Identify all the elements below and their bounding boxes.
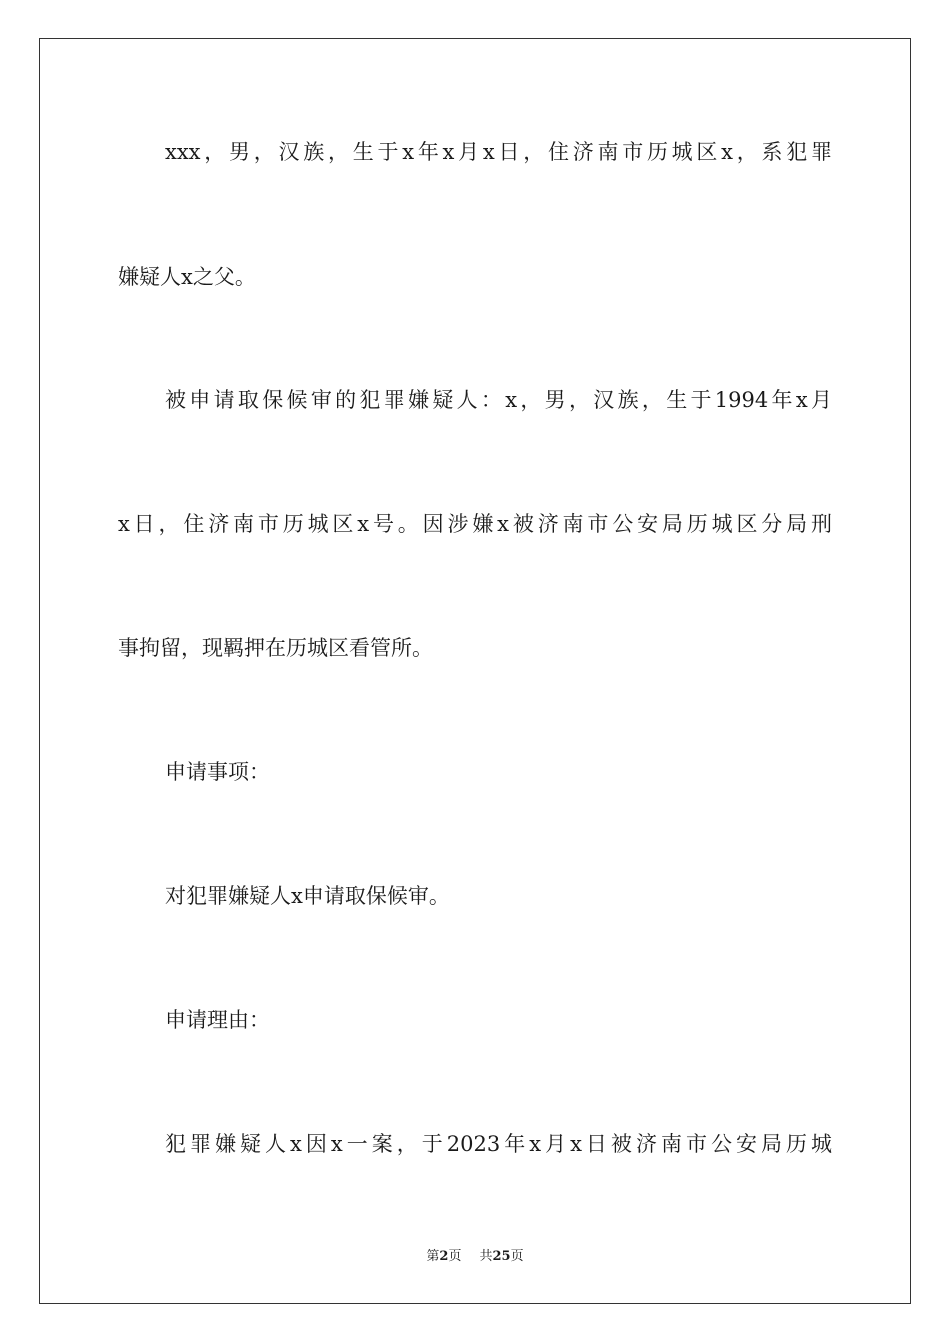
paragraph-line-5: 事拘留，现羁押在历城区看管所。: [118, 636, 433, 660]
page-suffix: 页: [448, 1249, 462, 1264]
total-prefix: 共: [479, 1249, 493, 1264]
paragraph-line-request: 对犯罪嫌疑人x申请取保候审。: [165, 884, 450, 908]
section-heading-request: 申请事项：: [165, 760, 270, 784]
section-heading-reason: 申请理由：: [165, 1008, 270, 1032]
page-footer: [0, 1247, 950, 1267]
paragraph-line-1: xxx，男，汉族，生于x年x月x日，住济南市历城区x，系犯罪: [165, 140, 832, 164]
paragraph-line-reason: 犯罪嫌疑人x因x一案，于2023年x月x日被济南市公安局历城: [165, 1132, 832, 1156]
page-frame: [39, 38, 911, 1304]
paragraph-line-2: 嫌疑人x之父。: [118, 265, 256, 289]
total-pages: 25: [492, 1249, 511, 1264]
page-number: 2: [439, 1249, 449, 1264]
paragraph-line-4: x日，住济南市历城区x号。因涉嫌x被济南市公安局历城区分局刑: [118, 512, 832, 536]
page-prefix: 第: [426, 1249, 440, 1264]
paragraph-line-3: 被申请取保候审的犯罪嫌疑人：x，男，汉族，生于1994年x月: [165, 388, 832, 412]
total-suffix: 页: [510, 1249, 524, 1264]
